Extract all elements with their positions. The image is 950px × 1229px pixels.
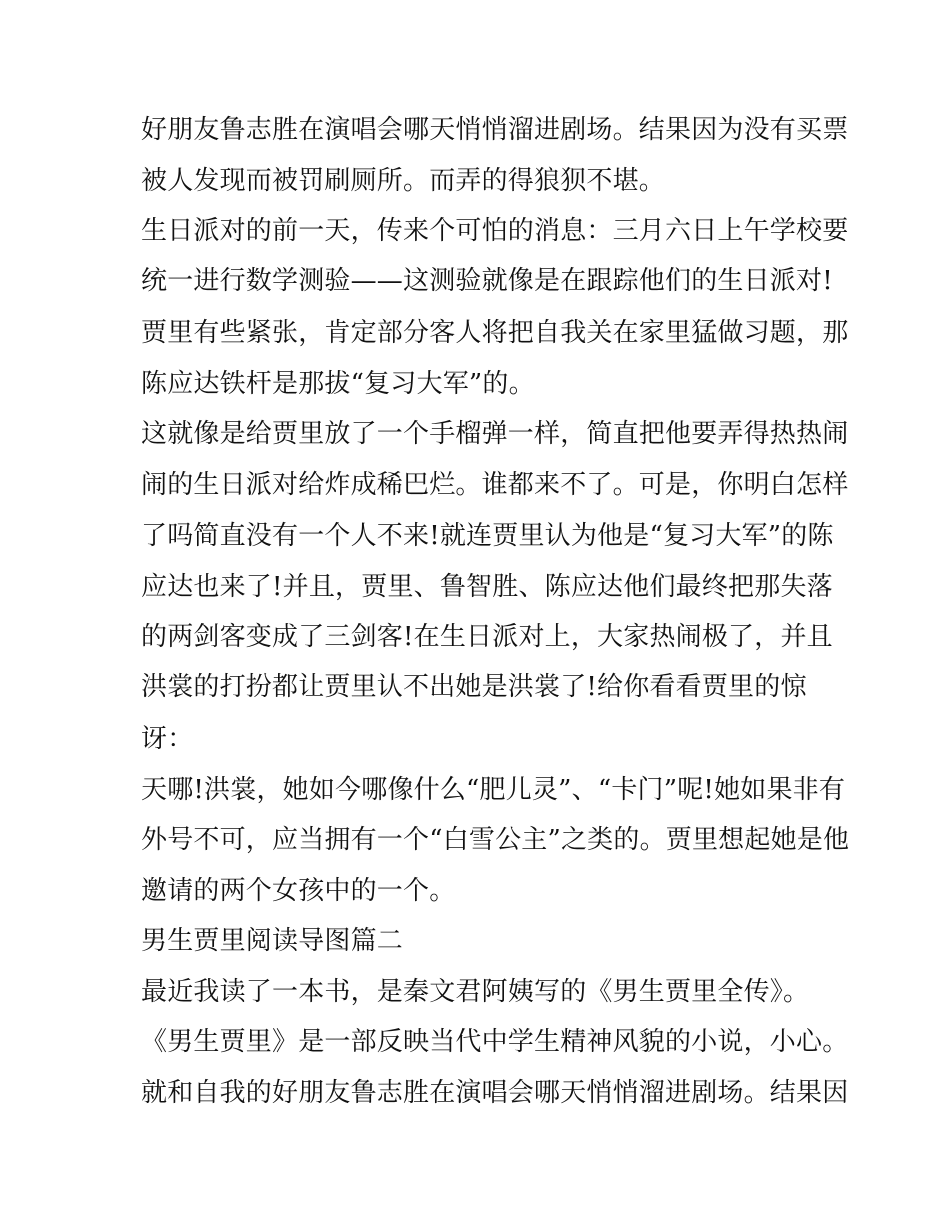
- text-line: 好朋友鲁志胜在演唱会哪天悄悄溜进剧场。结果因为没有买票: [141, 115, 849, 145]
- text-line: 应达也来了!并且，贾里、鲁智胜、陈应达他们最终把那失落: [141, 572, 833, 602]
- text-line: 的两剑客变成了三剑客!在生日派对上，大家热闹极了，并且: [141, 622, 833, 652]
- section-heading: 男生贾里阅读导图篇二: [141, 926, 404, 956]
- text-line: 这就像是给贾里放了一个手榴弹一样，简直把他要弄得热热闹: [141, 419, 849, 449]
- text-line: 贾里有些紧张，肯定部分客人将把自我关在家里猛做习题，那: [141, 318, 849, 348]
- text-line: 最近我读了一本书，是秦文君阿姨写的《男生贾里全传》。: [141, 977, 810, 1007]
- text-line: 了吗简直没有一个人不来!就连贾里认为他是“复习大军”的陈: [141, 521, 834, 551]
- text-line: 天哪!洪裳，她如今哪像什么“肥儿灵”、“卡门”呢!她如果非有: [141, 775, 846, 805]
- text-line: 外号不可，应当拥有一个“白雪公主”之类的。贾里想起她是他: [141, 825, 850, 855]
- text-line: 讶：: [141, 724, 194, 754]
- text-line: 闹的生日派对给炸成稀巴烂。谁都来不了。可是，你明白怎样: [141, 470, 849, 500]
- text-line: 被人发现而被罚刷厕所。而弄的得狼狈不堪。: [141, 166, 666, 196]
- text-line: 《男生贾里》是一部反映当代中学生精神风貌的小说，小心。: [141, 1027, 849, 1057]
- text-line: 陈应达铁杆是那拔“复习大军”的。: [141, 369, 535, 399]
- text-line: 生日派对的前一天，传来个可怕的消息：三月六日上午学校要: [141, 216, 849, 246]
- text-line: 就和自我的好朋友鲁志胜在演唱会哪天悄悄溜进剧场。结果因: [141, 1078, 849, 1108]
- text-line: 统一进行数学测验——这测验就像是在跟踪他们的生日派对!: [141, 266, 833, 296]
- text-line: 洪裳的打扮都让贾里认不出她是洪裳了!给你看看贾里的惊: [141, 672, 807, 702]
- text-line: 邀请的两个女孩中的一个。: [141, 876, 456, 906]
